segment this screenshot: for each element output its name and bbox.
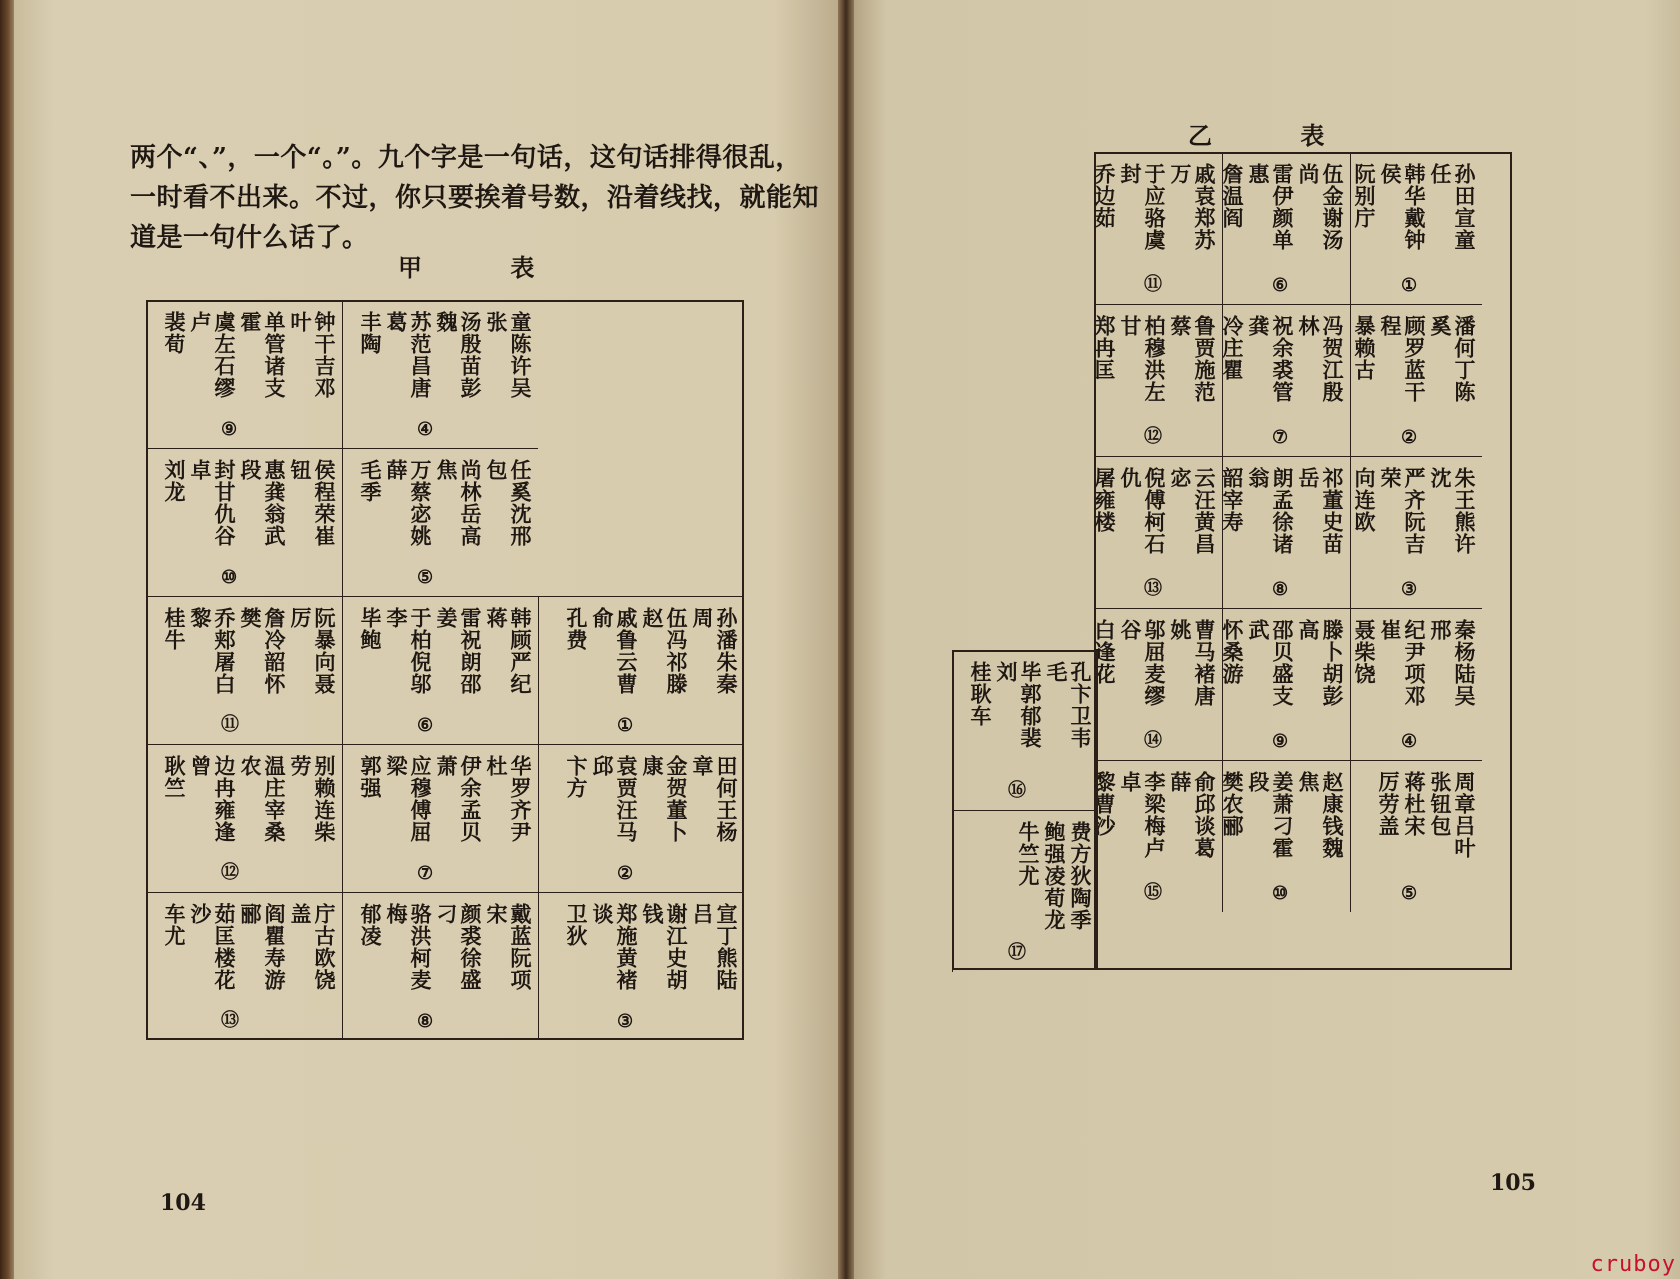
name-column: 牛竺尤 (1016, 821, 1041, 887)
name-column: 汤殷苗彭魏 (434, 311, 483, 399)
name-column: 曹马褚唐姚 (1168, 619, 1217, 707)
name-column: 边冉雍逢曾 (188, 755, 237, 843)
name-column: 孙潘朱秦周 (690, 607, 739, 695)
name-column: 封甘仇谷卓 (188, 459, 237, 547)
name-column: 朱王熊许沈 (1428, 467, 1477, 555)
name-column: 祁董史苗岳 (1296, 467, 1345, 555)
left-cell (146, 892, 342, 1040)
right-cell-columns (1220, 315, 1344, 416)
name-column: 倪傅柯石仇 (1118, 467, 1167, 555)
name-column: 屠雍楼 (1092, 467, 1117, 533)
left-cell (146, 300, 342, 448)
name-column: 应穆傅屈梁 (384, 755, 433, 843)
right-cell (952, 650, 1098, 810)
cell-number: ⑧ (417, 1011, 434, 1032)
name-column: 韶宰寿 (1220, 467, 1245, 533)
name-column: 孔费 (564, 607, 589, 651)
right-cell-columns (1352, 467, 1476, 568)
name-column: 赵康钱魏焦 (1296, 771, 1345, 859)
right-cell (1222, 608, 1350, 760)
right-cell-columns (968, 661, 1092, 770)
name-column: 金贺董卜康 (640, 755, 689, 843)
cell-number: ⑩ (1272, 883, 1289, 904)
name-column: 乔郏屠白黎 (188, 607, 237, 695)
name-column: 庁古欧饶盖 (288, 903, 337, 991)
left-cell (538, 744, 744, 892)
left-cell (342, 744, 538, 892)
name-column: 聂柴饶 (1352, 619, 1377, 685)
name-column: 骆洪柯麦梅 (384, 903, 433, 991)
right-cell (1350, 456, 1482, 608)
name-column: 秦杨陆吴邢 (1428, 619, 1477, 707)
cell-number: ④ (1401, 731, 1418, 752)
cell-number: ⑦ (417, 863, 434, 884)
name-column: 于应骆虞封 (1118, 163, 1167, 251)
name-column: 毕郭郁裴刘 (994, 661, 1043, 749)
name-column: 谢江史胡钱 (640, 903, 689, 991)
name-column: 邵贝盛支武 (1246, 619, 1295, 707)
cell-number: ⑨ (221, 419, 238, 440)
table-a (146, 300, 744, 1040)
name-column: 费方狄陶季 (1068, 821, 1093, 931)
name-column: 暴赖古 (1352, 315, 1377, 381)
name-column: 黎曹沙 (1092, 771, 1117, 837)
name-column: 桂牛 (162, 607, 187, 651)
right-cell-columns (1220, 619, 1344, 720)
name-column: 邬屈麦缪谷 (1118, 619, 1167, 707)
name-column: 郑冉匡 (1092, 315, 1117, 381)
intro-paragraph: 两个“、”，一个“。”。九个字是一句话，这句话排得很乱，一时看不出来。不过，你只要挨着号数，沿着线找，就能知道是一句什么话了。 (130, 143, 820, 253)
right-cell-columns (1016, 821, 1092, 932)
right-cell (1222, 456, 1350, 608)
name-column: 阮暴向聂厉 (288, 607, 337, 695)
name-column: 戴蓝阮项宋 (484, 903, 533, 991)
name-column: 卫狄 (564, 903, 589, 947)
name-column: 伍金谢汤尚 (1296, 163, 1345, 251)
name-column: 温庄宰桑农 (238, 755, 287, 843)
cell-number: ⑬ (221, 1010, 239, 1031)
name-column: 颜裘徐盛刁 (434, 903, 483, 991)
cell-number: ⑯ (1008, 780, 1026, 801)
name-column: 鲁贾施范蔡 (1168, 315, 1217, 403)
right-cell (1222, 760, 1350, 912)
name-column: 虞左石缪卢 (188, 311, 237, 399)
name-column: 宣丁熊陆吕 (690, 903, 739, 991)
name-column: 俞邱谈葛薛 (1168, 771, 1217, 859)
cell-number: ⑰ (1008, 942, 1026, 963)
right-cell (1350, 152, 1482, 304)
name-column: 丰陶 (358, 311, 383, 355)
name-column: 怀桑游 (1220, 619, 1245, 685)
name-column: 毛季 (358, 459, 383, 503)
page-number-right: 105 (1490, 1170, 1536, 1196)
right-cell (1094, 760, 1222, 912)
name-column: 韩华戴钟侯 (1378, 163, 1427, 251)
name-column: 柏穆洪左甘 (1118, 315, 1167, 403)
name-column: 阎瞿寿游郦 (238, 903, 287, 991)
right-cell-columns (1220, 771, 1344, 872)
cell-number: ③ (1401, 579, 1418, 600)
name-column: 郑施黄褚谈 (590, 903, 639, 991)
name-column: 滕卜胡彭高 (1296, 619, 1345, 707)
left-cell-columns (162, 755, 336, 852)
left-cell (146, 448, 342, 596)
right-cell-columns (1092, 619, 1216, 720)
left-cell-columns (162, 311, 336, 408)
name-column: 蒋杜宋 (1402, 771, 1427, 837)
cell-number: ⑮ (1144, 882, 1162, 903)
name-column: 任奚沈邢包 (484, 459, 533, 547)
name-column: 毕鲍 (358, 607, 383, 651)
name-column: 伊余孟贝萧 (434, 755, 483, 843)
left-cell (538, 892, 744, 1040)
name-column: 雷祝朗邵姜 (434, 607, 483, 695)
name-column: 戚鲁云曹俞 (590, 607, 639, 695)
name-column: 李梁梅卢卓 (1118, 771, 1167, 859)
cell-number: ⑨ (1272, 731, 1289, 752)
right-cell-columns (1352, 315, 1476, 416)
right-cell (1094, 456, 1222, 608)
left-cell (146, 744, 342, 892)
left-cell-columns (358, 607, 532, 704)
name-column: 祝余裘管龚 (1246, 315, 1295, 403)
left-cell (146, 596, 342, 744)
cell-number: ⑤ (417, 567, 434, 588)
left-cell-columns (564, 903, 738, 1000)
cell-number: ③ (617, 1011, 634, 1032)
cell-number: ⑪ (221, 714, 239, 735)
name-column: 顾罗蓝干程 (1378, 315, 1427, 403)
table-b (1094, 152, 1512, 970)
name-column: 别赖连柴劳 (288, 755, 337, 843)
cell-number: ⑬ (1144, 578, 1162, 599)
name-column: 乔边茹 (1092, 163, 1117, 229)
name-column: 尚林岳高焦 (434, 459, 483, 547)
right-cell-columns (1092, 315, 1216, 416)
name-column: 严齐阮吉荣 (1378, 467, 1427, 555)
name-column: 冯贺江殷林 (1296, 315, 1345, 403)
name-column: 侯程荣崔钮 (288, 459, 337, 547)
name-column: 刘龙 (162, 459, 187, 503)
left-cell-columns (564, 607, 738, 704)
name-column: 云汪黄昌宓 (1168, 467, 1217, 555)
name-column: 茹匡楼花沙 (188, 903, 237, 991)
name-column: 郭强 (358, 755, 383, 799)
left-cell-columns (162, 607, 336, 704)
cell-number: ⑥ (1272, 275, 1289, 296)
left-cell-columns (358, 903, 532, 1000)
name-column: 于柏倪邬李 (384, 607, 433, 695)
name-column: 纪尹项邓崔 (1378, 619, 1427, 707)
right-cell-columns (1352, 163, 1476, 264)
table-b-annex (952, 650, 1098, 970)
right-cell-columns (1092, 163, 1216, 264)
name-column: 詹冷韶怀樊 (238, 607, 287, 695)
right-cell (1094, 152, 1222, 304)
name-column: 袁贾汪马邱 (590, 755, 639, 843)
name-column: 单管诸支霍 (238, 311, 287, 399)
left-cell (538, 596, 744, 744)
name-column: 雷伊颜单惠 (1246, 163, 1295, 251)
left-cell-columns (162, 903, 336, 1000)
cell-number: ⑥ (417, 715, 434, 736)
name-column: 韩顾严纪蒋 (484, 607, 533, 695)
name-column: 田何王杨章 (690, 755, 739, 843)
name-column: 樊农郦 (1220, 771, 1245, 837)
right-cell (1350, 760, 1482, 912)
name-column: 万蔡宓姚薛 (384, 459, 433, 547)
name-column: 詹温阎 (1220, 163, 1245, 229)
name-column: 孔卞卫韦毛 (1044, 661, 1093, 749)
name-column: 苏范昌唐葛 (384, 311, 433, 399)
name-column: 朗孟徐诸翁 (1246, 467, 1295, 555)
name-column: 潘何丁陈奚 (1428, 315, 1477, 403)
right-cell (1222, 152, 1350, 304)
left-cell (342, 596, 538, 744)
right-cell (1222, 304, 1350, 456)
name-column: 裴荀 (162, 311, 187, 355)
cell-number: ⑫ (221, 862, 239, 883)
name-column: 华罗齐尹杜 (484, 755, 533, 843)
right-cell (952, 810, 1098, 972)
name-column: 惠龚翁武段 (238, 459, 287, 547)
cell-number: ⑧ (1272, 579, 1289, 600)
right-cell (1350, 608, 1482, 760)
cell-number: ② (617, 863, 634, 884)
name-column: 车尤 (162, 903, 187, 947)
name-column: 桂耿车 (968, 661, 993, 727)
name-column: 周章吕叶张钮包 (1428, 771, 1477, 859)
watermark-text: cruboy (1590, 1252, 1676, 1277)
cell-number: ⑪ (1144, 274, 1162, 295)
cell-number: ① (617, 715, 634, 736)
name-column: 厉劳盖 (1376, 771, 1401, 837)
cell-number: ⑭ (1144, 730, 1162, 751)
cell-number: ⑦ (1272, 427, 1289, 448)
left-cell (342, 892, 538, 1040)
name-column: 向连欧 (1352, 467, 1377, 533)
right-cell-columns (1376, 771, 1476, 872)
page-number-left: 104 (160, 1190, 206, 1216)
left-cell (342, 300, 538, 448)
table-b-title: 乙 表 (1188, 121, 1365, 150)
right-cell-columns (1092, 467, 1216, 568)
cell-number: ⑫ (1144, 426, 1162, 447)
cell-number: ⑤ (1401, 883, 1418, 904)
right-cell-columns (1352, 619, 1476, 720)
name-column: 鲍强凌荀龙 (1042, 821, 1067, 931)
cell-number: ① (1401, 275, 1418, 296)
left-cell-columns (358, 755, 532, 852)
left-cell-columns (358, 311, 532, 408)
name-column: 姜萧刁霍段 (1246, 771, 1295, 859)
left-cell-columns (162, 459, 336, 556)
cell-number: ② (1401, 427, 1418, 448)
table-a-title: 甲 表 (398, 253, 575, 282)
book-gutter (838, 0, 854, 1279)
cell-number: ⑩ (221, 567, 238, 588)
right-cell-columns (1220, 163, 1344, 264)
name-column: 戚袁郑苏万 (1168, 163, 1217, 251)
right-cell (1094, 304, 1222, 456)
cell-number: ④ (417, 419, 434, 440)
name-column: 卞方 (564, 755, 589, 799)
name-column: 孙田宣童任 (1428, 163, 1477, 251)
right-cell (1094, 608, 1222, 760)
right-cell (1350, 304, 1482, 456)
right-cell-columns (1092, 771, 1216, 872)
name-column: 童陈许吴张 (484, 311, 533, 399)
name-column: 白逢花 (1092, 619, 1117, 685)
name-column: 阮别庁 (1352, 163, 1377, 229)
name-column: 冷庄瞿 (1220, 315, 1245, 381)
right-cell-columns (1220, 467, 1344, 568)
name-column: 郁凌 (358, 903, 383, 947)
left-cell-columns (358, 459, 532, 556)
left-cell-columns (564, 755, 738, 852)
name-column: 伍冯祁滕赵 (640, 607, 689, 695)
left-cell (342, 448, 538, 596)
name-column: 钟干吉邓叶 (288, 311, 337, 399)
name-column: 耿竺 (162, 755, 187, 799)
